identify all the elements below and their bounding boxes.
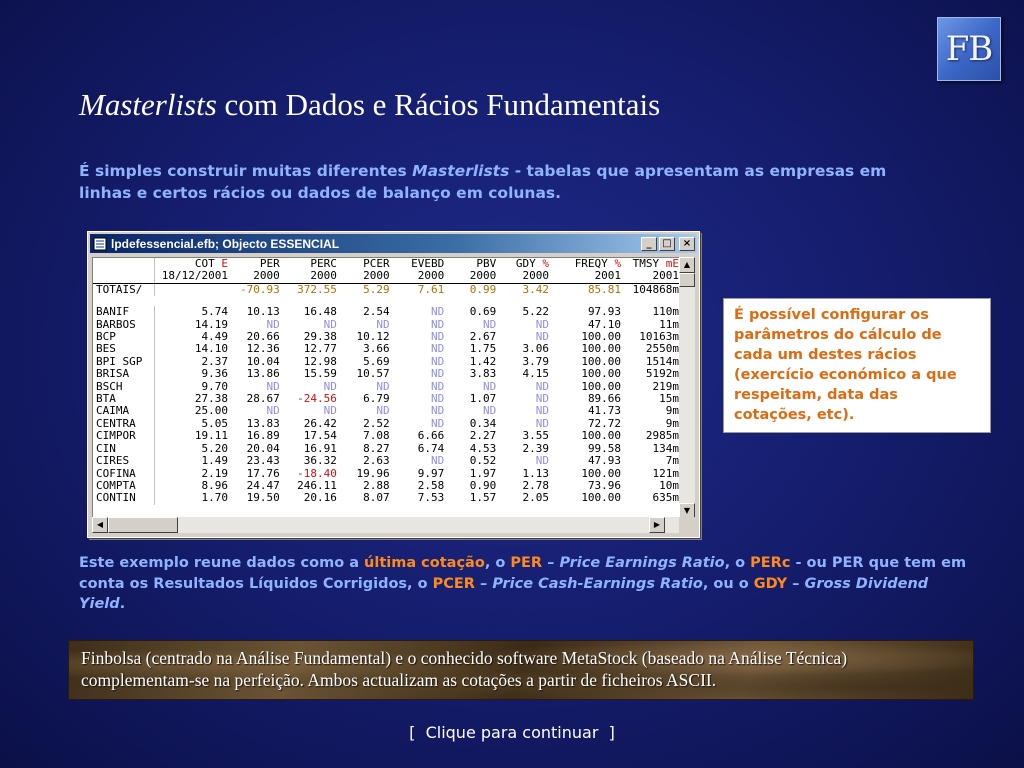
company-name: CONTIN bbox=[93, 492, 154, 504]
table-cell: 1.75 bbox=[469, 342, 497, 356]
column-subheader: 2000 bbox=[283, 270, 340, 283]
table-cell: 100.00 bbox=[581, 330, 622, 344]
horizontal-scroll-thumb[interactable] bbox=[108, 517, 178, 533]
table-cell: 1.70 bbox=[201, 491, 228, 505]
masterlist-grid[interactable] bbox=[92, 257, 682, 520]
table-cell: 16.89 bbox=[246, 429, 280, 443]
table-cell: ND bbox=[483, 317, 497, 331]
table-cell: ND bbox=[376, 379, 390, 393]
body-text: – bbox=[474, 575, 493, 592]
table-cell: ND bbox=[323, 317, 337, 331]
table-cell: 10.13 bbox=[246, 305, 280, 319]
company-name: COMPTA bbox=[93, 480, 154, 492]
table-cell: ND bbox=[430, 354, 445, 368]
example-paragraph bbox=[79, 553, 969, 615]
column-header: EVEBD bbox=[411, 257, 445, 270]
table-cell: 219m bbox=[652, 379, 679, 393]
table-cell: 15.59 bbox=[303, 367, 337, 381]
highlight-per: PER bbox=[510, 555, 543, 571]
table-cell: 19.11 bbox=[194, 429, 228, 443]
intro-text-2: - tabelas que apresentam as empresas em linhas e certos rácios ou dados de balanço em colunas. bbox=[79, 162, 887, 202]
intro-italic: Masterlists bbox=[412, 162, 510, 180]
table-cell: 100.00 bbox=[581, 342, 622, 356]
company-name: BRISA bbox=[93, 368, 154, 380]
table-cell: 16.48 bbox=[303, 305, 337, 319]
table-cell: 5.20 bbox=[201, 441, 228, 455]
table-cell: 14.19 bbox=[194, 317, 228, 331]
window-title: lpdefessencial.efb; Objecto ESSENCIAL bbox=[111, 236, 340, 251]
table-cell: 15m bbox=[659, 392, 679, 406]
table-cell: 4.15 bbox=[522, 367, 550, 381]
table-cell: 9.97 bbox=[417, 466, 445, 480]
column-subheader: 2000 bbox=[340, 270, 393, 283]
highlight-pcer: PCER bbox=[432, 575, 475, 592]
column-header-label: TMSY bbox=[632, 257, 660, 270]
table-cell: 3.83 bbox=[469, 367, 497, 381]
totals-cell: 104868m bbox=[632, 282, 679, 296]
table-cell: ND bbox=[323, 379, 337, 393]
window-titlebar[interactable] bbox=[90, 234, 697, 253]
company-name: BSCH bbox=[93, 381, 154, 393]
table-cell: 0.34 bbox=[469, 416, 497, 430]
table-cell: ND bbox=[430, 330, 445, 344]
table-cell: 3.79 bbox=[522, 354, 550, 368]
column-unit: % bbox=[614, 257, 622, 270]
table-cell: 99.58 bbox=[587, 441, 622, 455]
table-cell: 2.58 bbox=[417, 478, 445, 492]
column-subheader: 2001 bbox=[552, 270, 624, 283]
column-header bbox=[93, 258, 154, 270]
app-icon bbox=[93, 237, 107, 251]
company-name: COFINA bbox=[93, 468, 154, 480]
table-cell: 0.90 bbox=[469, 478, 497, 492]
table-cell: ND bbox=[266, 379, 280, 393]
column-header: PCER bbox=[363, 257, 390, 270]
table-cell: 7m bbox=[665, 454, 679, 468]
table-cell: 2.37 bbox=[201, 354, 228, 368]
table-cell: 20.66 bbox=[246, 330, 280, 344]
table-cell: 28.67 bbox=[246, 392, 280, 406]
column-header: PER bbox=[259, 257, 280, 270]
body-text: , o bbox=[724, 555, 751, 571]
table-cell: 73.96 bbox=[587, 478, 622, 492]
italic-price-cash-earnings-ratio: Price Cash-Earnings Ratio bbox=[492, 575, 703, 592]
table-row[interactable] bbox=[93, 306, 682, 318]
table-cell: 5.74 bbox=[201, 305, 228, 319]
masterlist-window bbox=[87, 231, 700, 538]
body-text: – bbox=[787, 575, 805, 592]
column-unit: E bbox=[221, 257, 228, 270]
table-cell: 4.53 bbox=[469, 441, 497, 455]
table-cell: 9m bbox=[665, 404, 679, 418]
table-cell: 17.76 bbox=[246, 466, 280, 480]
table-cell: 9.70 bbox=[201, 379, 228, 393]
table-cell: 2.88 bbox=[363, 478, 390, 492]
table-cell: 1.07 bbox=[469, 392, 497, 406]
table-cell: 1514m bbox=[645, 354, 679, 368]
company-name: BES bbox=[93, 343, 154, 355]
table-cell: 20.16 bbox=[303, 491, 337, 505]
table-cell: 134m bbox=[652, 441, 679, 455]
body-text: , o bbox=[484, 555, 511, 571]
table-cell: ND bbox=[266, 404, 280, 418]
table-cell: ND bbox=[430, 305, 445, 319]
table-cell: 24.47 bbox=[246, 478, 280, 492]
table-cell: 1.49 bbox=[201, 454, 228, 468]
table-cell: ND bbox=[266, 317, 280, 331]
table-cell: ND bbox=[430, 367, 445, 381]
table-cell: 100.00 bbox=[581, 491, 622, 505]
fb-logo bbox=[937, 17, 1001, 81]
table-cell: 2.52 bbox=[363, 416, 390, 430]
table-cell: 41.73 bbox=[587, 404, 622, 418]
table-cell: ND bbox=[430, 392, 445, 406]
table-cell: 14.10 bbox=[194, 342, 228, 356]
table-cell: 2.63 bbox=[363, 454, 390, 468]
table-cell: 2.67 bbox=[469, 330, 497, 344]
table-cell: ND bbox=[376, 317, 390, 331]
company-name: BANIF bbox=[93, 306, 154, 318]
table-cell: 1.42 bbox=[469, 354, 497, 368]
table-cell: 100.00 bbox=[581, 379, 622, 393]
table-row[interactable] bbox=[93, 455, 682, 467]
table-cell: 9.36 bbox=[201, 367, 228, 381]
body-text: - ou PER que tem em conta os Resultados Líquidos Corrigidos, o bbox=[79, 555, 967, 592]
column-subheader bbox=[93, 270, 154, 283]
highlight-perc: PERc bbox=[750, 555, 791, 571]
table-cell: 5.22 bbox=[522, 305, 550, 319]
table-cell: ND bbox=[430, 342, 445, 356]
table-cell: 36.32 bbox=[303, 454, 337, 468]
table-cell: 29.38 bbox=[303, 330, 337, 344]
totals-cell: 7.61 bbox=[417, 282, 445, 296]
table-cell: 10.04 bbox=[246, 354, 280, 368]
table-cell: 47.10 bbox=[587, 317, 622, 331]
table-cell: 1.97 bbox=[469, 466, 497, 480]
table-cell: ND bbox=[535, 330, 550, 344]
table-cell: 10m bbox=[659, 478, 679, 492]
table-cell: 25.00 bbox=[194, 404, 228, 418]
column-unit: % bbox=[542, 257, 550, 270]
column-subheader: 2000 bbox=[447, 270, 499, 283]
italic-gross-dividend-yield: Gross Dividend Yield bbox=[79, 575, 929, 612]
scroll-right-button[interactable]: ▶ bbox=[649, 517, 665, 533]
table-cell: 2.27 bbox=[469, 429, 497, 443]
table-cell: ND bbox=[535, 392, 550, 406]
table-cell: 0.69 bbox=[469, 305, 497, 319]
italic-price-earnings-ratio: Price Earnings Ratio bbox=[559, 555, 725, 571]
table-cell: 8.27 bbox=[363, 441, 390, 455]
totals-cell: 3.42 bbox=[522, 282, 550, 296]
table-cell: ND bbox=[430, 317, 445, 331]
table-cell: 2985m bbox=[645, 429, 679, 443]
table-cell: 17.54 bbox=[303, 429, 337, 443]
table-cell: 6.79 bbox=[363, 392, 390, 406]
table-cell: 7.08 bbox=[363, 429, 390, 443]
column-header-label: GDY bbox=[515, 257, 536, 270]
company-name: BTA bbox=[93, 393, 154, 405]
table-cell: 10.57 bbox=[356, 367, 390, 381]
table-cell: 121m bbox=[652, 466, 679, 480]
table-row[interactable] bbox=[93, 430, 682, 442]
intro-paragraph bbox=[79, 160, 939, 204]
table-cell: -18.40 bbox=[297, 466, 337, 480]
vertical-scrollbar[interactable] bbox=[679, 257, 695, 519]
intro-text-1: É simples construir muitas diferentes bbox=[79, 162, 413, 180]
table-cell: 100.00 bbox=[581, 354, 622, 368]
table-cell: ND bbox=[535, 317, 550, 331]
table-cell: ND bbox=[535, 454, 550, 468]
table-cell: 3.55 bbox=[522, 429, 550, 443]
table-cell: ND bbox=[430, 454, 445, 468]
title-italic: Masterlists bbox=[79, 87, 217, 122]
maximize-button[interactable]: □ bbox=[659, 237, 675, 251]
table-cell: ND bbox=[483, 379, 497, 393]
column-header: PERC bbox=[310, 257, 337, 270]
totals-label: TOTAIS/ bbox=[93, 283, 154, 296]
table-cell: 9m bbox=[665, 416, 679, 430]
table-cell: 13.83 bbox=[246, 416, 280, 430]
vertical-scroll-thumb[interactable] bbox=[679, 273, 695, 287]
table-cell: 2.05 bbox=[522, 491, 550, 505]
table-cell: 2.54 bbox=[363, 305, 390, 319]
totals-cell: 372.55 bbox=[297, 282, 337, 296]
scroll-down-button[interactable]: ▼ bbox=[679, 503, 695, 519]
title-rest: com Dados e Rácios Fundamentais bbox=[216, 87, 661, 122]
table-cell: 47.93 bbox=[587, 454, 622, 468]
table-cell: -24.56 bbox=[297, 392, 337, 406]
column-header: PBV bbox=[476, 257, 497, 270]
company-name: CIMPOR bbox=[93, 430, 154, 442]
scroll-up-button[interactable]: ▲ bbox=[679, 257, 695, 273]
table-cell: 100.00 bbox=[581, 429, 622, 443]
body-text: , ou o bbox=[702, 575, 754, 592]
table-cell: 3.06 bbox=[522, 342, 550, 356]
table-cell: 1.57 bbox=[469, 491, 497, 505]
table-cell: 7.53 bbox=[417, 491, 445, 505]
totals-cell: 5.29 bbox=[363, 282, 390, 296]
company-name: BARBOS bbox=[93, 319, 154, 331]
body-text: – bbox=[542, 555, 560, 571]
table-cell: 26.42 bbox=[303, 416, 337, 430]
table-cell: ND bbox=[376, 404, 390, 418]
table-row[interactable] bbox=[93, 405, 682, 417]
table-cell: ND bbox=[430, 379, 445, 393]
table-cell: 97.93 bbox=[587, 305, 622, 319]
masterlist-table bbox=[93, 258, 682, 505]
totals-cell: 0.99 bbox=[469, 282, 497, 296]
table-cell: 5.69 bbox=[363, 354, 390, 368]
scroll-corner bbox=[679, 517, 695, 533]
table-row[interactable] bbox=[93, 368, 682, 380]
table-cell: 3.66 bbox=[363, 342, 390, 356]
logo-text: FB bbox=[945, 29, 993, 69]
close-button[interactable]: × bbox=[679, 237, 695, 251]
table-cell: 2.78 bbox=[522, 478, 550, 492]
table-row[interactable] bbox=[93, 343, 682, 355]
table-cell: ND bbox=[535, 404, 550, 418]
table-cell: 635m bbox=[652, 491, 679, 505]
totals-cell: -70.93 bbox=[240, 282, 280, 296]
table-cell: 16.91 bbox=[303, 441, 337, 455]
table-cell: 4.49 bbox=[201, 330, 228, 344]
horizontal-scrollbar[interactable] bbox=[92, 517, 681, 533]
table-cell: 72.72 bbox=[587, 416, 622, 430]
body-text: Este exemplo reune dados como a bbox=[79, 555, 365, 571]
column-header-label: FREQY bbox=[574, 257, 608, 270]
company-name: BCP bbox=[93, 331, 154, 343]
table-cell: 12.77 bbox=[303, 342, 337, 356]
column-subheader: 2000 bbox=[499, 270, 552, 283]
table-cell: 5.05 bbox=[201, 416, 228, 430]
table-cell: 6.74 bbox=[417, 441, 445, 455]
highlight-gdy: GDY bbox=[753, 575, 788, 592]
table-cell: 8.96 bbox=[201, 478, 228, 492]
table-cell: 8.07 bbox=[363, 491, 390, 505]
table-cell: 6.66 bbox=[417, 429, 445, 443]
column-header-label: COT bbox=[194, 257, 215, 270]
continue-link[interactable]: [ Clique para continuar ] bbox=[409, 723, 615, 742]
column-subheader: 2000 bbox=[393, 270, 448, 283]
table-cell: 20.04 bbox=[246, 441, 280, 455]
company-name: CAIMA bbox=[93, 405, 154, 417]
company-name: BPI SGP bbox=[93, 356, 154, 368]
table-cell: 2.39 bbox=[522, 441, 550, 455]
finbolsa-metastock-box: Finbolsa (centrado na Análise Fundamental) e o conhecido software MetaStock (baseado na Análise Técnica) complementam-se na perfeição. Ambos actualizam as cotações a partir de ficheiros ASCII. bbox=[68, 640, 974, 700]
table-cell: 10163m bbox=[639, 330, 679, 344]
table-cell: ND bbox=[535, 416, 550, 430]
table-cell: 11m bbox=[659, 317, 679, 331]
table-cell: ND bbox=[535, 379, 550, 393]
body-text: . bbox=[119, 596, 126, 612]
company-name: CIN bbox=[93, 443, 154, 455]
table-row[interactable] bbox=[93, 492, 682, 504]
table-cell: 1.13 bbox=[522, 466, 550, 480]
table-cell: 100.00 bbox=[581, 367, 622, 381]
scroll-left-button[interactable]: ◀ bbox=[92, 517, 108, 533]
table-cell: 2550m bbox=[645, 342, 679, 356]
table-cell: 13.86 bbox=[246, 367, 280, 381]
table-cell: 100.00 bbox=[581, 466, 622, 480]
table-cell: ND bbox=[430, 404, 445, 418]
table-cell: 19.50 bbox=[246, 491, 280, 505]
table-cell: 12.98 bbox=[303, 354, 337, 368]
table-cell: 10.12 bbox=[356, 330, 390, 344]
totals-cell: 85.81 bbox=[587, 282, 622, 296]
column-unit: mE bbox=[665, 257, 679, 270]
minimize-button[interactable]: _ bbox=[641, 237, 657, 251]
table-cell: 23.43 bbox=[246, 454, 280, 468]
table-cell: 89.66 bbox=[587, 392, 622, 406]
company-name: CENTRA bbox=[93, 418, 154, 430]
totals-cell bbox=[154, 283, 231, 296]
table-cell: ND bbox=[483, 404, 497, 418]
table-cell: 12.36 bbox=[246, 342, 280, 356]
config-note: É possível configurar os parâmetros do cálculo de cada um destes rácios (exercício económico a que respeitam, data das cotações, etc). bbox=[723, 298, 991, 433]
table-cell: 0.52 bbox=[469, 454, 497, 468]
column-subheader: 18/12/2001 bbox=[154, 270, 231, 283]
table-cell: 110m bbox=[652, 305, 679, 319]
table-cell: ND bbox=[323, 404, 337, 418]
table-cell: ND bbox=[430, 416, 445, 430]
table-cell: 19.96 bbox=[356, 466, 390, 480]
highlight-ultima-cotacao: última cotação bbox=[364, 555, 485, 571]
column-subheader: 2001 bbox=[624, 270, 682, 283]
table-cell: 5192m bbox=[645, 367, 679, 381]
company-name: CIRES bbox=[93, 455, 154, 467]
table-cell: 2.19 bbox=[201, 466, 228, 480]
slide-title bbox=[79, 87, 660, 123]
column-subheader: 2000 bbox=[231, 270, 283, 283]
table-cell: 27.38 bbox=[194, 392, 228, 406]
table-cell: 246.11 bbox=[297, 478, 337, 492]
